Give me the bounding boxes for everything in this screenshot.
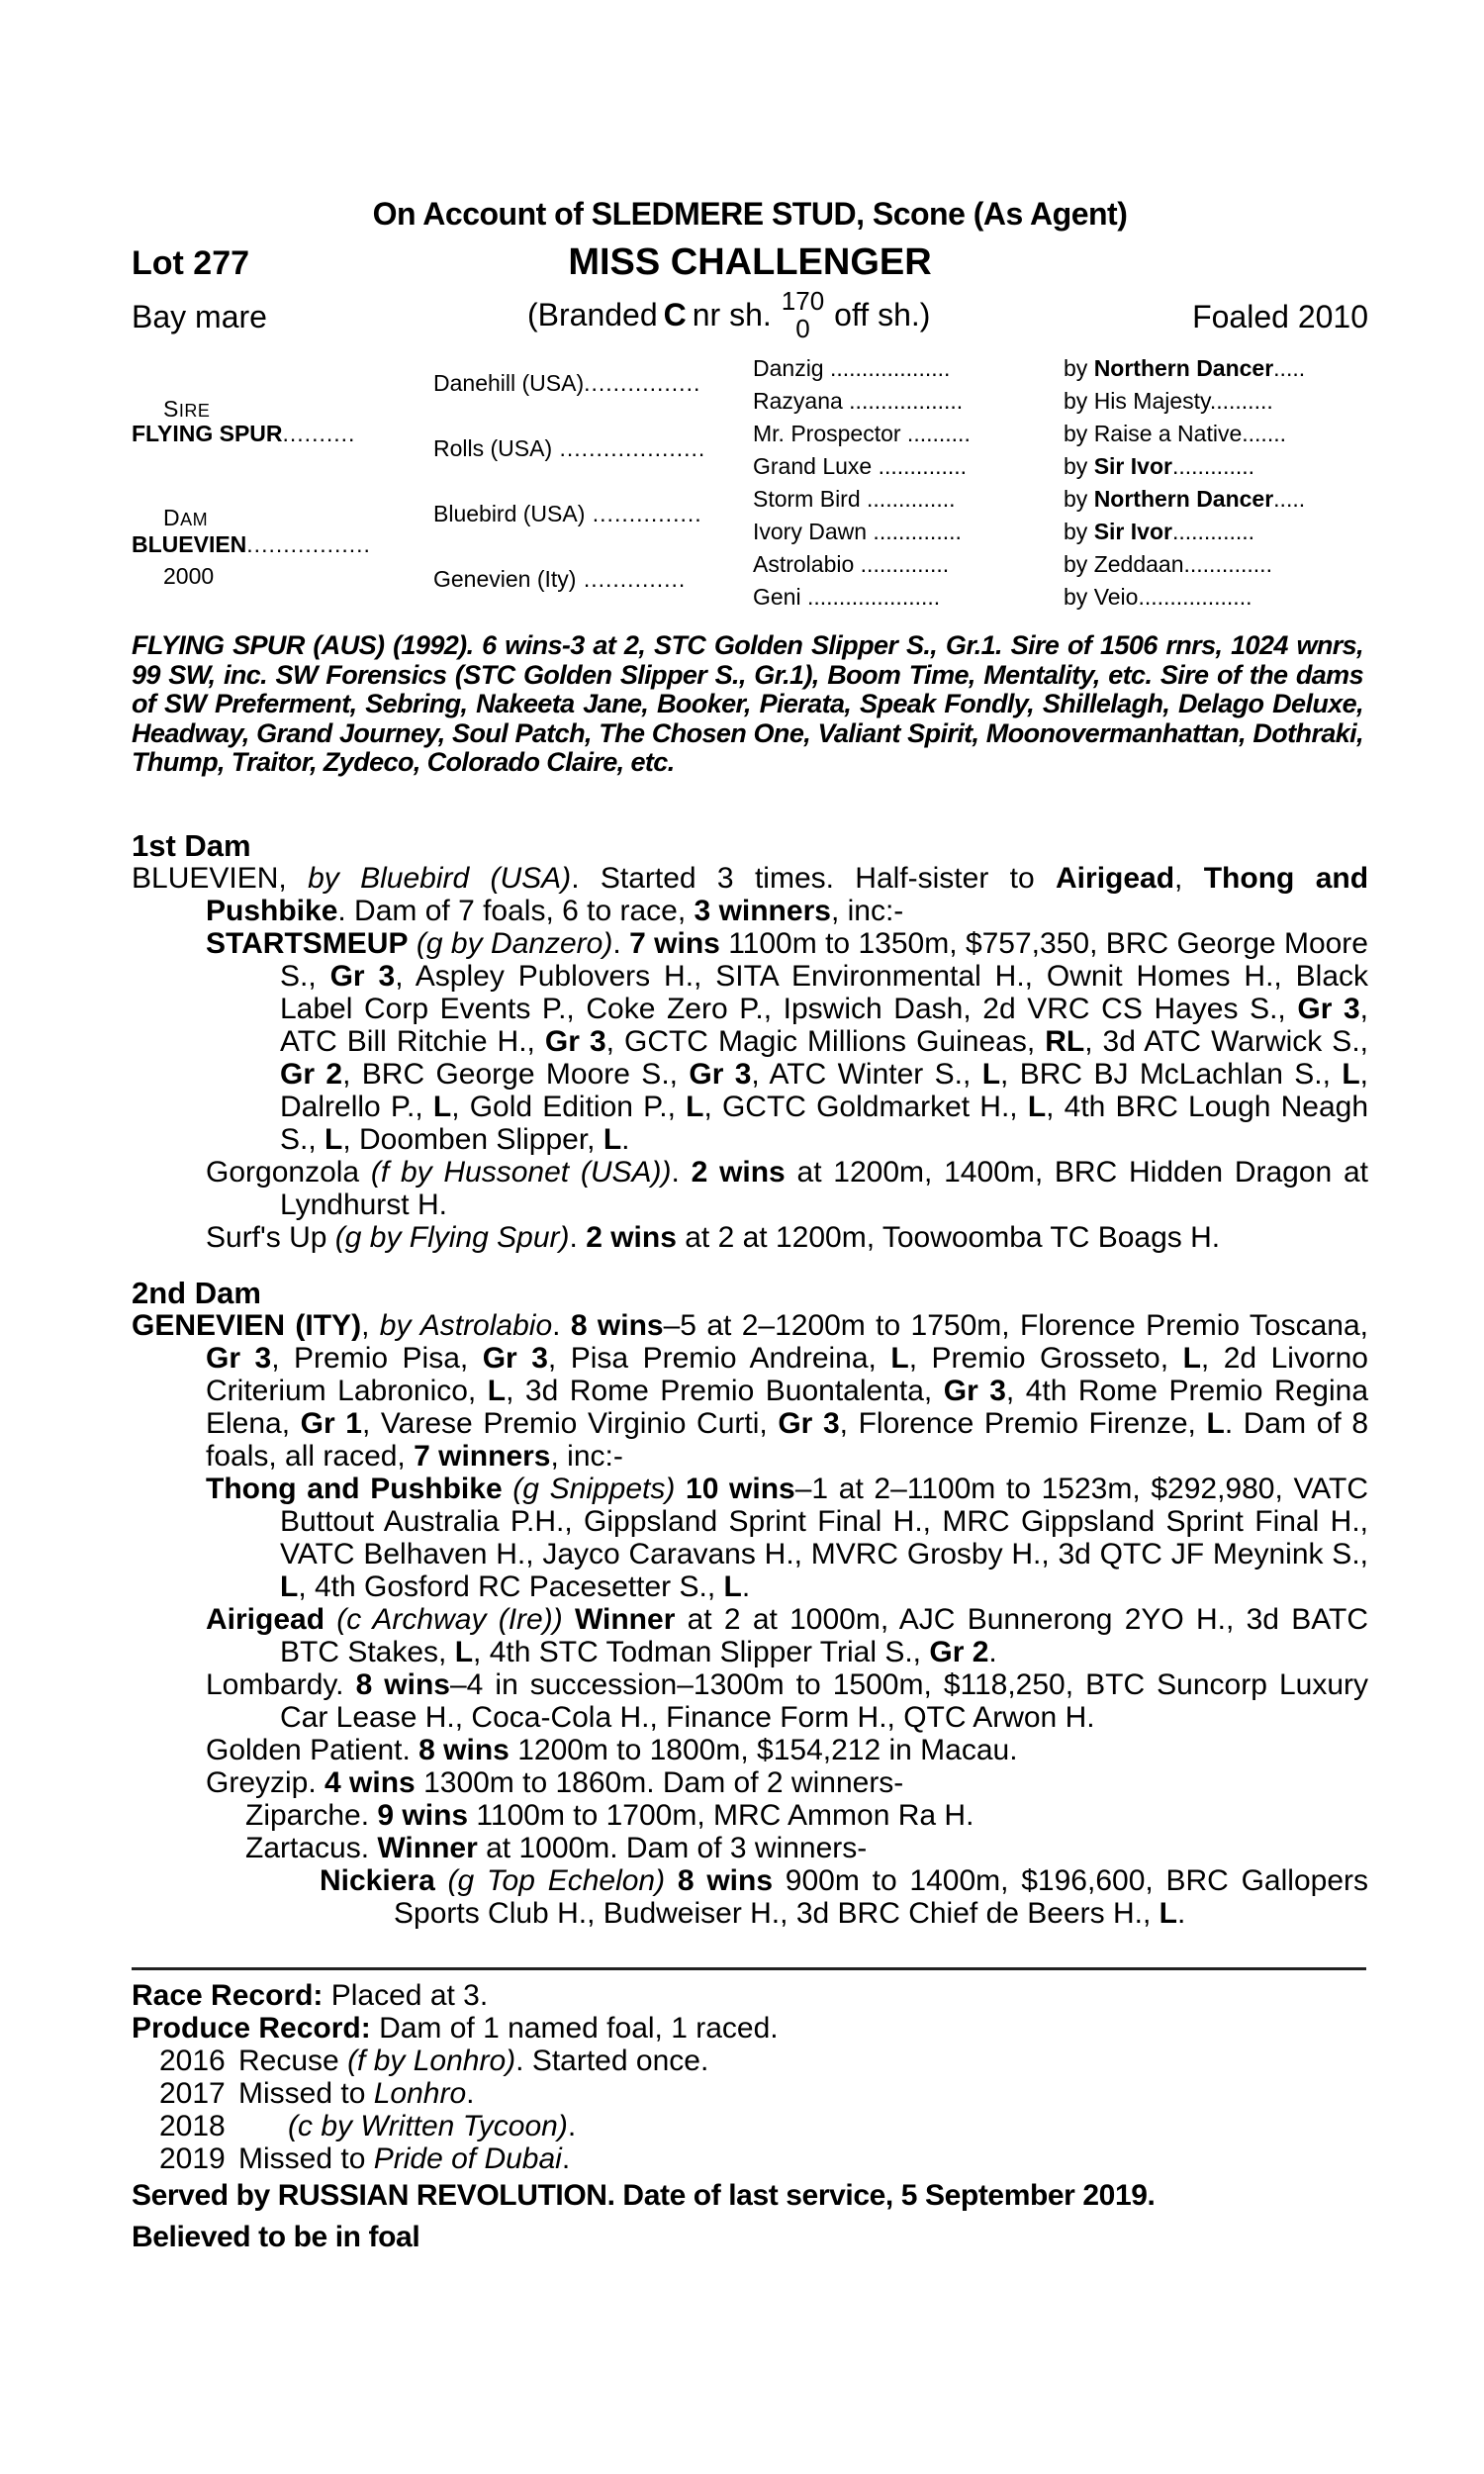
grandparent: Bluebird (USA) ............... bbox=[433, 501, 702, 526]
produce-year-entry: 2019 Missed to Pride of Dubai. bbox=[159, 2142, 571, 2175]
first-dam-heading: 1st Dam bbox=[132, 828, 251, 863]
produce-entry: Zartacus. Winner at 1000m. Dam of 3 winners- bbox=[245, 1832, 868, 1864]
dam-label: DAM bbox=[163, 505, 209, 530]
great-grandparent-sire: by His Majesty.......... bbox=[1064, 388, 1273, 414]
great-grandparent-sire: by Northern Dancer..... bbox=[1064, 355, 1306, 381]
produce-year-entry: 2018 (c by Written Tycoon). bbox=[159, 2110, 577, 2142]
produce-entry: Nickiera (g Top Echelon) 8 wins 900m to 1400m, $196,600, BRC Gallopers Sports Club H., Budweiser H., 3d BRC Chief de Beers H., L. bbox=[320, 1864, 1368, 1930]
pedigree-table bbox=[132, 355, 1368, 618]
brand-mark-icon: C bbox=[663, 296, 687, 333]
dam-year: 2000 bbox=[163, 563, 215, 589]
great-grandparent-sire: by Veio.................. bbox=[1064, 584, 1252, 610]
great-grandparent-name: Ivory Dawn .............. bbox=[753, 519, 962, 544]
produce-entry: Ziparche. 9 wins 1100m to 1700m, MRC Ammon Ra H. bbox=[245, 1799, 974, 1832]
grandparent: Genevien (Ity) .............. bbox=[433, 566, 687, 592]
dam-name: BLUEVIEN bbox=[132, 531, 247, 557]
first-dam-body bbox=[132, 862, 1368, 1254]
brand-near: nr sh. bbox=[692, 296, 772, 333]
sire-label: SIRE bbox=[163, 396, 211, 422]
race-record bbox=[132, 1979, 1368, 2012]
lot-number: Lot 277 bbox=[132, 244, 250, 282]
first-dam-section bbox=[132, 829, 1368, 1254]
foaled-year: Foaled 2010 bbox=[1192, 299, 1368, 334]
produce-entry: Gorgonzola (f by Hussonet (USA)). 2 wins at 1200m, 1400m, BRC Hidden Dragon at Lyndhurst H. bbox=[206, 1156, 1368, 1221]
produce-year-entry: 2016 Recuse (f by Lonhro). Started once. bbox=[159, 2045, 709, 2077]
great-grandparent-name: Storm Bird .............. bbox=[753, 486, 956, 512]
great-grandparent-name: Razyana .................. bbox=[753, 388, 964, 414]
produce-entry: GENEVIEN (ITY), by Astrolabio. 8 wins–5 at 2–1200m to 1750m, Florence Premio Toscana, Gr 3, Premio Pisa, Gr 3, Pisa Premio Andreina, L, Premio Grosseto, L, 2d Livorno Criterium Labronico, L, 3d Rome Premio Buontalenta, Gr 3, 4th Rome Premio Regina Elena, Gr 1, Varese Premio Virginio Curti, Gr 3, Florence Premio Firenze, L. Dam of 8 foals, all raced, 7 winners, inc:- bbox=[132, 1309, 1369, 1473]
sire-entry: FLYING SPUR.......... bbox=[132, 421, 356, 446]
consignor-line: On Account of SLEDMERE STUD, Scone (As Agent) bbox=[372, 196, 1128, 232]
great-grandparent-sire: by Sir Ivor............. bbox=[1064, 519, 1255, 544]
great-grandparent-name: Astrolabio .............. bbox=[753, 551, 950, 577]
divider bbox=[132, 1967, 1366, 1970]
in-foal-status: Believed to be in foal bbox=[132, 2221, 420, 2253]
produce-record bbox=[132, 2012, 1368, 2045]
produce-entry: Airigead (c Archway (Ire)) Winner at 2 at 1000m, AJC Bunnerong 2YO H., 3d BATC BTC Stakes, L, 4th STC Todman Slipper Trial S., Gr 2. bbox=[206, 1603, 1369, 1668]
produce-year-entry: 2017 Missed to Lonhro. bbox=[159, 2077, 475, 2110]
great-grandparent-sire: by Raise a Native....... bbox=[1064, 421, 1286, 446]
produce-entry: BLUEVIEN, by Bluebird (USA). Started 3 times. Half-sister to Airigead, Thong and Pushbike. Dam of 7 foals, 6 to race, 3 winners, inc:- bbox=[132, 862, 1369, 927]
records-section bbox=[132, 1979, 1368, 2258]
brand-description bbox=[527, 287, 930, 342]
grandparent: Rolls (USA) .................... bbox=[433, 435, 706, 461]
horse-name: MISS CHALLENGER bbox=[568, 241, 932, 283]
brand-number bbox=[782, 287, 824, 342]
sire-summary: FLYING SPUR (AUS) (1992). 6 wins-3 at 2, STC Golden Slipper S., Gr.1. Sire of 1506 rnrs, 1024 wnrs, 99 SW, inc. SW Forensics (STC Golden Slipper S., Gr.1), Boom Time, Mentality, etc. Sire of the dams of SW Preferment, Sebring, Nakeeta Jane, Booker, Pierata, Speak Fondly, Shillelagh, Delago Deluxe, Headway, Grand Journey, Soul Patch, The Chosen One, Valiant Spirit, Moonovermanhattan, Dothraki, Thump, Traitor, Zydeco, Colorado Claire, etc. bbox=[132, 630, 1363, 777]
produce-record-value: Dam of 1 named foal, 1 raced. bbox=[379, 2012, 779, 2045]
grandparent: Danehill (USA)................ bbox=[433, 370, 701, 396]
great-grandparent-name: Mr. Prospector .......... bbox=[753, 421, 971, 446]
produce-entry: Surf's Up (g by Flying Spur). 2 wins at 2 at 1200m, Toowoomba TC Boags H. bbox=[206, 1221, 1221, 1254]
great-grandparent-name: Grand Luxe .............. bbox=[753, 453, 968, 479]
great-grandparent-sire: by Zeddaan.............. bbox=[1064, 551, 1272, 577]
sex-color: Bay mare bbox=[132, 299, 267, 334]
served-by: Served by RUSSIAN REVOLUTION. Date of last service, 5 September 2019. bbox=[132, 2179, 1156, 2212]
great-grandparent-sire: by Northern Dancer..... bbox=[1064, 486, 1306, 512]
second-dam-body bbox=[132, 1309, 1368, 1930]
great-grandparent-sire: by Sir Ivor............. bbox=[1064, 453, 1255, 479]
second-dam-section bbox=[132, 1277, 1368, 1930]
produce-entry: Golden Patient. 8 wins 1200m to 1800m, $154,212 in Macau. bbox=[206, 1734, 1018, 1766]
brand-off: off sh.) bbox=[834, 296, 931, 333]
brand-number-top: 170 bbox=[781, 286, 825, 316]
produce-entry: Lombardy. 8 wins–4 in succession–1300m to 1500m, $118,250, BTC Suncorp Luxury Car Lease H., Coca-Cola H., Finance Form H., QTC Arwon H. bbox=[206, 1668, 1368, 1734]
produce-record-label: Produce Record: bbox=[132, 2012, 371, 2045]
produce-entry: Thong and Pushbike (g Snippets) 10 wins–1 at 2–1100m to 1523m, $292,980, VATC Buttout Australia P.H., Gippsland Sprint Final H., MRC Gippsland Sprint Final H., VATC Belhaven H., Jayco Caravans H., MVRC Grosby H., 3d QTC JF Meynink S., L, 4th Gosford RC Pacesetter S., L. bbox=[206, 1473, 1368, 1603]
produce-list bbox=[132, 2045, 1368, 2175]
race-record-label: Race Record: bbox=[132, 1979, 324, 2012]
great-grandparent-name: Danzig ................... bbox=[753, 355, 951, 381]
brand-prefix: (Branded bbox=[527, 296, 658, 333]
dam-entry: BLUEVIEN................. bbox=[132, 531, 371, 557]
great-grandparent-name: Geni ..................... bbox=[753, 584, 941, 610]
produce-entry: Greyzip. 4 wins 1300m to 1860m. Dam of 2 winners- bbox=[206, 1766, 904, 1799]
sire-name: FLYING SPUR bbox=[132, 421, 283, 446]
second-dam-heading: 2nd Dam bbox=[132, 1276, 261, 1310]
brand-number-bottom: 0 bbox=[795, 314, 810, 343]
race-record-value: Placed at 3. bbox=[330, 1979, 489, 2012]
produce-entry: STARTSMEUP (g by Danzero). 7 wins 1100m to 1350m, $757,350, BRC George Moore S., Gr 3, Aspley Publovers H., SITA Environmental H., Ownit Homes H., Black Label Corp Events P., Coke Zero P., Ipswich Dash, 2d VRC CS Hayes S., Gr 3, ATC Bill Ritchie H., Gr 3, GCTC Magic Millions Guineas, RL, 3d ATC Warwick S., Gr 2, BRC George Moore S., Gr 3, ATC Winter S., L, BRC BJ McLachlan S., L, Dalrello P., L, Gold Edition P., L, GCTC Goldmarket H., L, 4th BRC Lough Neagh S., L, Doomben Slipper, L. bbox=[206, 927, 1369, 1156]
